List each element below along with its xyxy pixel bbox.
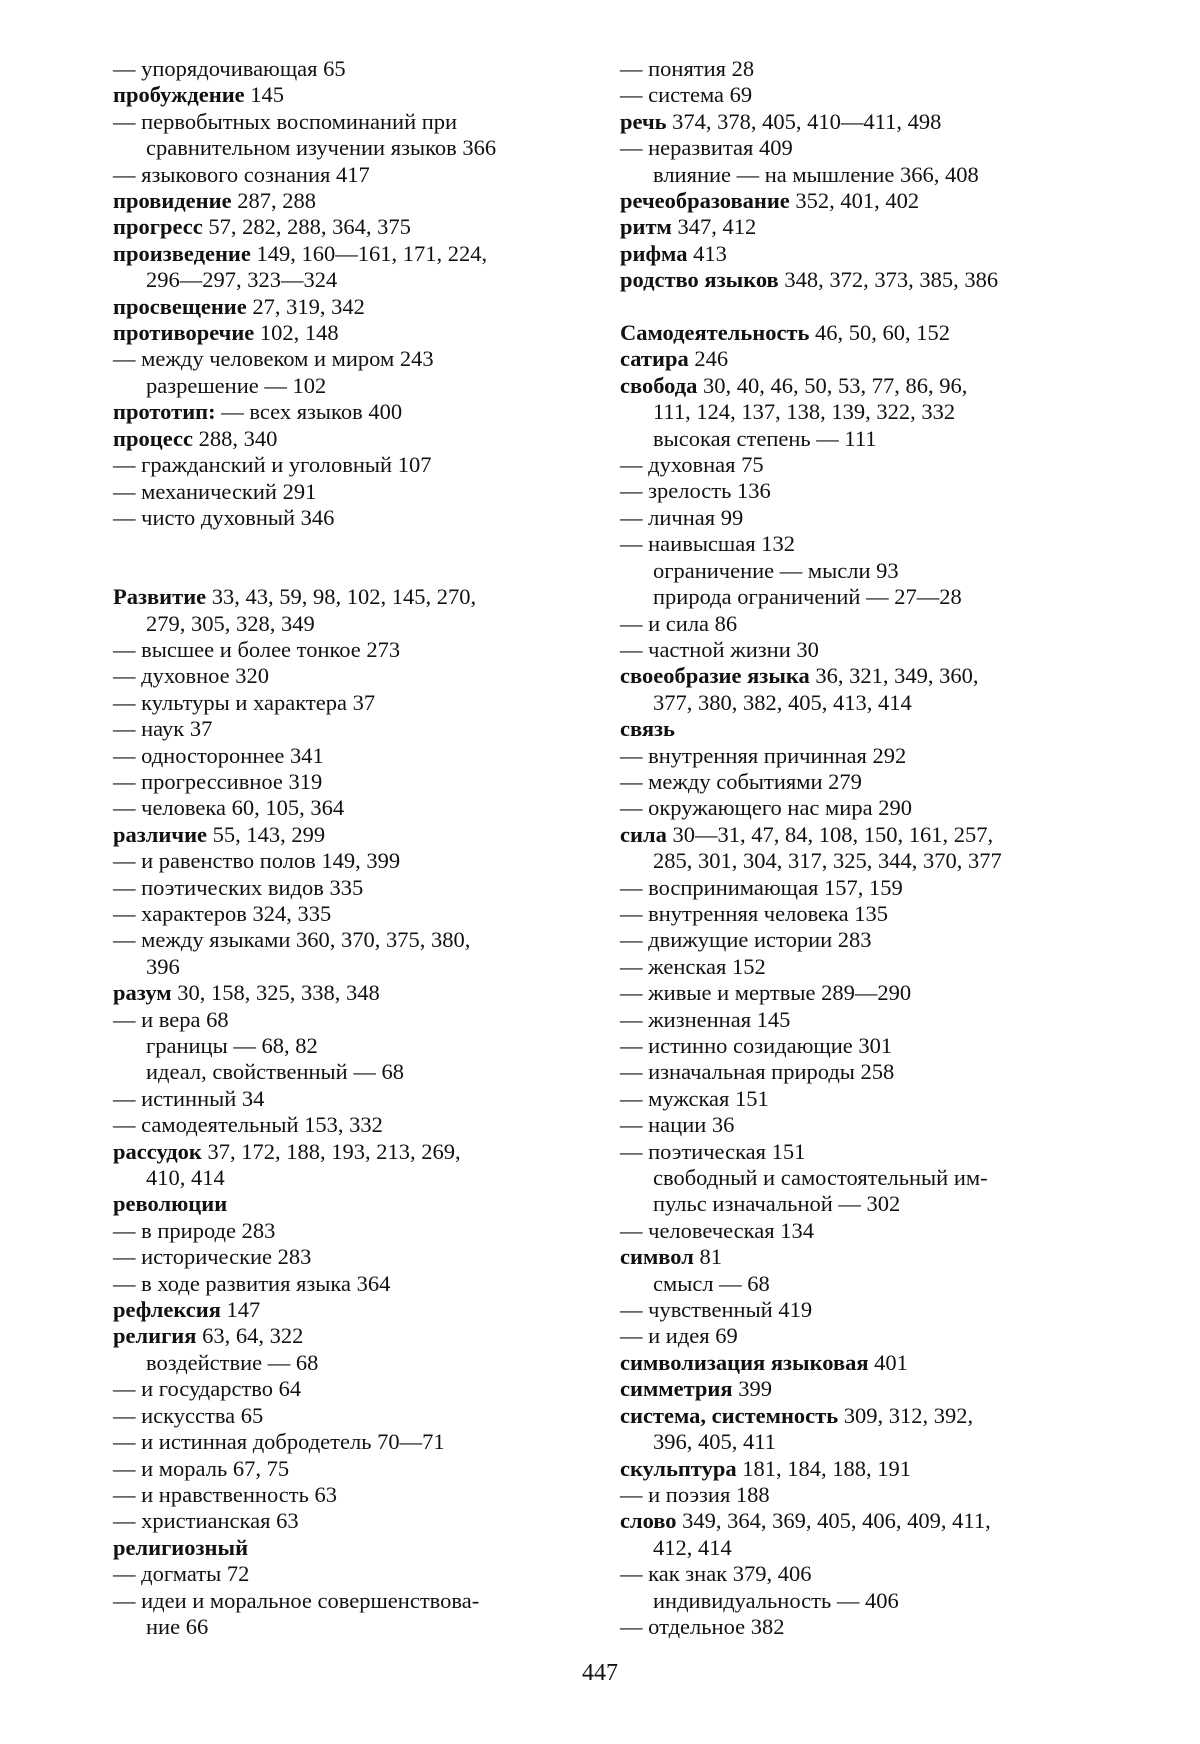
index-entry: [620, 1033, 1100, 1059]
index-pages: 374, 378, 405, 410—411, 498: [666, 108, 942, 134]
index-entry-heading: [620, 822, 1100, 848]
index-pages: 285, 301, 304, 317, 325, 344, 370, 377: [653, 848, 1002, 874]
index-entry: [620, 584, 1100, 610]
index-pages: ние 66: [146, 1613, 209, 1639]
index-term: символизация языковая: [620, 1349, 869, 1375]
index-pages: — духовное 320: [113, 663, 270, 689]
index-entry: [620, 1297, 1100, 1323]
index-entry: [113, 875, 593, 901]
index-column-left: [113, 56, 593, 1640]
index-pages: — идеи и моральное совершенствова-: [113, 1587, 480, 1613]
index-pages: 46, 50, 60, 152: [809, 320, 951, 346]
index-entry: [620, 426, 1100, 452]
index-pages: 145: [244, 82, 285, 108]
index-pages: 102, 148: [254, 320, 339, 346]
index-pages: 27, 319, 342: [246, 293, 365, 319]
index-term: слово: [620, 1508, 677, 1534]
index-entry: [620, 901, 1100, 927]
index-pages: — внутренняя причинная 292: [620, 742, 907, 768]
index-pages: — окружающего нас мира 290: [620, 795, 912, 821]
index-entry-heading: [113, 1323, 593, 1349]
index-pages: — мужская 151: [620, 1085, 769, 1111]
index-pages: — и мораль 67, 75: [113, 1455, 290, 1481]
index-pages: — христианская 63: [113, 1508, 299, 1534]
index-pages: — воспринимающая 157, 159: [620, 874, 903, 900]
index-pages: — и вера 68: [113, 1006, 229, 1032]
index-entry-heading: [113, 426, 593, 452]
index-pages: 287, 288: [231, 188, 316, 214]
index-pages: 279, 305, 328, 349: [146, 610, 315, 636]
index-term: свобода: [620, 372, 698, 398]
index-entry: [113, 611, 593, 637]
index-entry: [113, 1007, 593, 1033]
index-pages: — и идея 69: [620, 1323, 738, 1349]
index-term: рифма: [620, 240, 688, 266]
index-pages: — личная 99: [620, 504, 744, 530]
index-pages: 30, 158, 325, 338, 348: [171, 980, 380, 1006]
index-entry: [113, 1588, 593, 1614]
index-pages: — изначальная природы 258: [620, 1059, 895, 1085]
index-pages: воздействие — 68: [146, 1349, 319, 1375]
index-pages: — и поэзия 188: [620, 1481, 770, 1507]
index-entry: [620, 1271, 1100, 1297]
index-pages: 111, 124, 137, 138, 139, 322, 332: [653, 399, 956, 425]
index-entry: [113, 452, 593, 478]
index-entry: [113, 1376, 593, 1402]
index-entry-heading: [620, 716, 1100, 742]
index-entry: [113, 479, 593, 505]
index-pages: — отдельное 382: [620, 1613, 785, 1639]
index-pages: 288, 340: [192, 425, 278, 451]
index-column-right: [620, 56, 1100, 1640]
index-pages: 246: [688, 346, 729, 372]
index-entry: [620, 875, 1100, 901]
index-pages: природа ограничений — 27—28: [653, 584, 962, 610]
index-pages: 181, 184, 188, 191: [736, 1455, 911, 1481]
index-entry: [113, 1482, 593, 1508]
index-entry: [113, 1218, 593, 1244]
index-entry: [113, 505, 593, 531]
index-term: речеобразование: [620, 188, 790, 214]
index-term: речь: [620, 108, 667, 134]
index-entry: [620, 1139, 1100, 1165]
index-pages: сравнительном изучении языков 366: [146, 135, 497, 161]
index-entry-heading: [113, 320, 593, 346]
index-entry: [113, 848, 593, 874]
index-entry-heading: [113, 188, 593, 214]
index-pages: — движущие истории 283: [620, 927, 872, 953]
index-pages: — человека 60, 105, 364: [113, 795, 345, 821]
index-pages: смысл — 68: [653, 1270, 770, 1296]
index-entry: [113, 901, 593, 927]
index-entry: [113, 1165, 593, 1191]
index-entry: [620, 1059, 1100, 1085]
index-pages: границы — 68, 82: [146, 1033, 318, 1059]
index-term: прогресс: [113, 214, 203, 240]
index-pages: — нации 36: [620, 1112, 735, 1138]
index-pages: — гражданский и уголовный 107: [113, 452, 432, 478]
index-entry: [113, 743, 593, 769]
index-entry-heading: [113, 1139, 593, 1165]
index-entry-heading: [113, 241, 593, 267]
index-pages: 401: [868, 1349, 908, 1375]
index-term: сила: [620, 821, 667, 847]
index-entry: [113, 1508, 593, 1534]
index-pages: 81: [693, 1244, 722, 1270]
index-entry-heading: [620, 1403, 1100, 1429]
index-pages: 30—31, 47, 84, 108, 150, 161, 257,: [666, 821, 994, 847]
index-term: пробуждение: [113, 82, 245, 108]
index-entry: [620, 56, 1100, 82]
index-entry: [113, 135, 593, 161]
index-entry: [620, 82, 1100, 108]
index-entry-heading: [620, 320, 1100, 346]
index-pages: — между языками 360, 370, 375, 380,: [113, 927, 471, 953]
index-entry-heading: [620, 1456, 1100, 1482]
index-spacer: [113, 531, 593, 584]
index-pages: — всех языков 400: [215, 399, 403, 425]
index-pages: — догматы 72: [113, 1561, 250, 1587]
index-pages: 147: [220, 1297, 261, 1323]
index-pages: — чувственный 419: [620, 1297, 813, 1323]
index-pages: 349, 364, 369, 405, 406, 409, 411,: [676, 1508, 991, 1534]
index-entry-heading: [113, 399, 593, 425]
index-entry: [620, 611, 1100, 637]
index-entry-heading: [620, 346, 1100, 372]
index-entry-heading: [620, 1376, 1100, 1402]
index-pages: 348, 372, 373, 385, 386: [778, 267, 999, 293]
index-entry: [113, 1429, 593, 1455]
index-pages: — культуры и характера 37: [113, 689, 376, 715]
index-pages: — понятия 28: [620, 56, 755, 81]
index-entry: [620, 769, 1100, 795]
index-entry: [113, 769, 593, 795]
index-entry: [620, 690, 1100, 716]
index-pages: — высшее и более тонкое 273: [113, 636, 401, 662]
index-pages: 396, 405, 411: [653, 1429, 776, 1455]
index-term: ритм: [620, 214, 672, 240]
index-entry-heading: [620, 663, 1100, 689]
index-entry-heading: [620, 373, 1100, 399]
index-entry: [620, 795, 1100, 821]
index-pages: — упорядочивающая 65: [113, 56, 346, 81]
index-pages: — и нравственность 63: [113, 1481, 337, 1507]
index-entry: [620, 1007, 1100, 1033]
index-term: сатира: [620, 346, 689, 372]
index-pages: 30, 40, 46, 50, 53, 77, 86, 96,: [697, 372, 968, 398]
index-entry-heading: [113, 584, 593, 610]
index-entry: [113, 1059, 593, 1085]
index-entry: [620, 1614, 1100, 1640]
index-entry-heading: [620, 1508, 1100, 1534]
index-entry: [113, 1561, 593, 1587]
index-entry: [620, 1165, 1100, 1191]
index-entry: [113, 1244, 593, 1270]
index-entry: [620, 743, 1100, 769]
index-term: произведение: [113, 240, 251, 266]
index-pages: — живые и мертвые 289—290: [620, 980, 912, 1006]
index-entry-heading: [113, 980, 593, 1006]
index-entry: [620, 1482, 1100, 1508]
index-pages: — одностороннее 341: [113, 742, 324, 768]
index-entry: [620, 980, 1100, 1006]
index-pages: — и равенство полов 149, 399: [113, 848, 401, 874]
index-term: процесс: [113, 425, 193, 451]
index-pages: — между человеком и миром 243: [113, 346, 434, 372]
index-entry: [620, 1218, 1100, 1244]
index-entry: [113, 109, 593, 135]
index-pages: — наук 37: [113, 716, 213, 742]
index-pages: 149, 160—161, 171, 224,: [250, 240, 488, 266]
index-spacer: [620, 294, 1100, 320]
index-entry: [113, 373, 593, 399]
index-pages: — наивысшая 132: [620, 531, 795, 557]
index-pages: 396: [146, 953, 180, 979]
index-term: революции: [113, 1191, 228, 1217]
index-term: религия: [113, 1323, 197, 1349]
index-entry: [620, 1429, 1100, 1455]
index-entry: [113, 267, 593, 293]
index-pages: 309, 312, 392,: [838, 1402, 974, 1428]
index-pages: 399: [732, 1376, 772, 1402]
index-pages: индивидуальность — 406: [653, 1587, 899, 1613]
index-term: просвещение: [113, 293, 247, 319]
index-pages: — первобытных воспоминаний при: [113, 108, 458, 134]
index-entry: [113, 162, 593, 188]
index-entry: [620, 1191, 1100, 1217]
index-entry: [620, 1588, 1100, 1614]
index-entry: [620, 478, 1100, 504]
index-entry-heading: [620, 241, 1100, 267]
index-entry: [620, 1561, 1100, 1587]
index-entry: [620, 637, 1100, 663]
index-pages: — чисто духовный 346: [113, 504, 335, 530]
index-term: разум: [113, 980, 172, 1006]
index-entry: [113, 1403, 593, 1429]
index-entry: [113, 1614, 593, 1640]
index-term: своеобразие языка: [620, 663, 810, 689]
index-pages: 55, 143, 299: [207, 821, 326, 847]
index-entry: [620, 531, 1100, 557]
index-pages: — как знак 379, 406: [620, 1561, 812, 1587]
index-pages: — женская 152: [620, 953, 766, 979]
index-pages: идеал, свойственный — 68: [146, 1059, 404, 1085]
index-pages: 57, 282, 288, 364, 375: [202, 214, 411, 240]
index-entry: [113, 1086, 593, 1112]
index-entry-heading: [113, 214, 593, 240]
index-pages: — в природе 283: [113, 1217, 276, 1243]
index-entry-heading: [620, 188, 1100, 214]
index-term: символ: [620, 1244, 694, 1270]
index-term: прототип:: [113, 399, 216, 425]
index-pages: 412, 414: [653, 1534, 732, 1560]
index-entry: [113, 1112, 593, 1138]
index-term: связь: [620, 716, 675, 742]
index-entry-heading: [113, 1535, 593, 1561]
index-pages: — человеческая 134: [620, 1217, 814, 1243]
index-pages: — истинно созидающие 301: [620, 1033, 893, 1059]
index-entry-heading: [620, 267, 1100, 293]
index-entry: [113, 954, 593, 980]
index-pages: — зрелость 136: [620, 478, 771, 504]
index-entry-heading: [113, 294, 593, 320]
index-pages: — жизненная 145: [620, 1006, 791, 1032]
index-pages: — языкового сознания 417: [113, 161, 370, 187]
index-entry: [113, 663, 593, 689]
index-pages: — и сила 86: [620, 610, 738, 636]
index-term: система, системность: [620, 1402, 839, 1428]
index-pages: — между событиями 279: [620, 768, 862, 794]
index-term: противоречие: [113, 320, 255, 346]
index-pages: 63, 64, 322: [196, 1323, 304, 1349]
index-pages: 352, 401, 402: [789, 188, 920, 214]
index-entry: [620, 399, 1100, 425]
index-pages: — и истинная добродетель 70—71: [113, 1429, 445, 1455]
index-pages: 33, 43, 59, 98, 102, 145, 270,: [206, 584, 477, 610]
index-entry: [113, 690, 593, 716]
index-entry: [620, 927, 1100, 953]
index-term: симметрия: [620, 1376, 733, 1402]
index-entry: [620, 1323, 1100, 1349]
index-term: различие: [113, 821, 208, 847]
index-entry-heading: [620, 1350, 1100, 1376]
index-entry: [620, 954, 1100, 980]
index-entry: [113, 716, 593, 742]
index-pages: 410, 414: [146, 1165, 225, 1191]
index-entry: [620, 558, 1100, 584]
index-term: родство языков: [620, 267, 779, 293]
index-entry: [620, 1086, 1100, 1112]
index-term: скульптура: [620, 1455, 737, 1481]
index-entry: [620, 162, 1100, 188]
index-pages: — частной жизни 30: [620, 636, 819, 662]
index-pages: — поэтических видов 335: [113, 874, 364, 900]
index-term: Развитие: [113, 584, 207, 610]
index-entry-heading: [620, 1244, 1100, 1270]
index-entry-heading: [113, 1191, 593, 1217]
index-pages: — механический 291: [113, 478, 317, 504]
index-pages: свободный и самостоятельный им-: [653, 1165, 988, 1191]
index-entry: [113, 56, 593, 82]
index-pages: 347, 412: [671, 214, 757, 240]
index-term: провидение: [113, 188, 232, 214]
index-entry: [620, 848, 1100, 874]
index-pages: — характеров 324, 335: [113, 900, 332, 926]
index-entry: [113, 1033, 593, 1059]
page-number: 447: [582, 1660, 618, 1686]
index-pages: высокая степень — 111: [653, 425, 877, 451]
index-entry: [113, 1456, 593, 1482]
index-pages: 377, 380, 382, 405, 413, 414: [653, 689, 912, 715]
index-entry: [620, 135, 1100, 161]
index-pages: влияние — на мышление 366, 408: [653, 161, 979, 187]
index-pages: пульс изначальной — 302: [653, 1191, 901, 1217]
index-entry: [113, 346, 593, 372]
index-pages: ограничение — мысли 93: [653, 557, 899, 583]
index-entry: [113, 637, 593, 663]
index-term: Самодеятельность: [620, 320, 810, 346]
index-pages: — духовная 75: [620, 452, 764, 478]
index-pages: 36, 321, 349, 360,: [809, 663, 979, 689]
index-entry: [620, 1535, 1100, 1561]
index-pages: — исторические 283: [113, 1244, 312, 1270]
index-term: рассудок: [113, 1138, 202, 1164]
index-pages: — истинный 34: [113, 1085, 265, 1111]
index-entry: [620, 1112, 1100, 1138]
index-pages: разрешение — 102: [146, 372, 327, 398]
index-pages: — и государство 64: [113, 1376, 302, 1402]
index-pages: — прогрессивное 319: [113, 768, 323, 794]
index-entry-heading: [620, 214, 1100, 240]
index-entry: [620, 452, 1100, 478]
index-entry: [620, 505, 1100, 531]
index-entry: [113, 795, 593, 821]
index-entry-heading: [620, 109, 1100, 135]
index-entry: [113, 1350, 593, 1376]
index-entry-heading: [113, 822, 593, 848]
index-pages: — неразвитая 409: [620, 135, 793, 161]
index-pages: — самодеятельный 153, 332: [113, 1112, 383, 1138]
index-entry-heading: [113, 1297, 593, 1323]
index-entry-heading: [113, 82, 593, 108]
index-pages: — поэтическая 151: [620, 1138, 806, 1164]
index-entry: [113, 927, 593, 953]
index-pages: — в ходе развития языка 364: [113, 1270, 391, 1296]
index-pages: 37, 172, 188, 193, 213, 269,: [201, 1138, 461, 1164]
index-pages: — система 69: [620, 82, 753, 108]
index-pages: 296—297, 323—324: [146, 267, 338, 293]
index-pages: 413: [687, 240, 727, 266]
index-pages: — искусства 65: [113, 1402, 264, 1428]
index-entry: [113, 1271, 593, 1297]
index-term: рефлексия: [113, 1297, 221, 1323]
index-pages: — внутренняя человека 135: [620, 900, 889, 926]
index-term: религиозный: [113, 1534, 249, 1560]
